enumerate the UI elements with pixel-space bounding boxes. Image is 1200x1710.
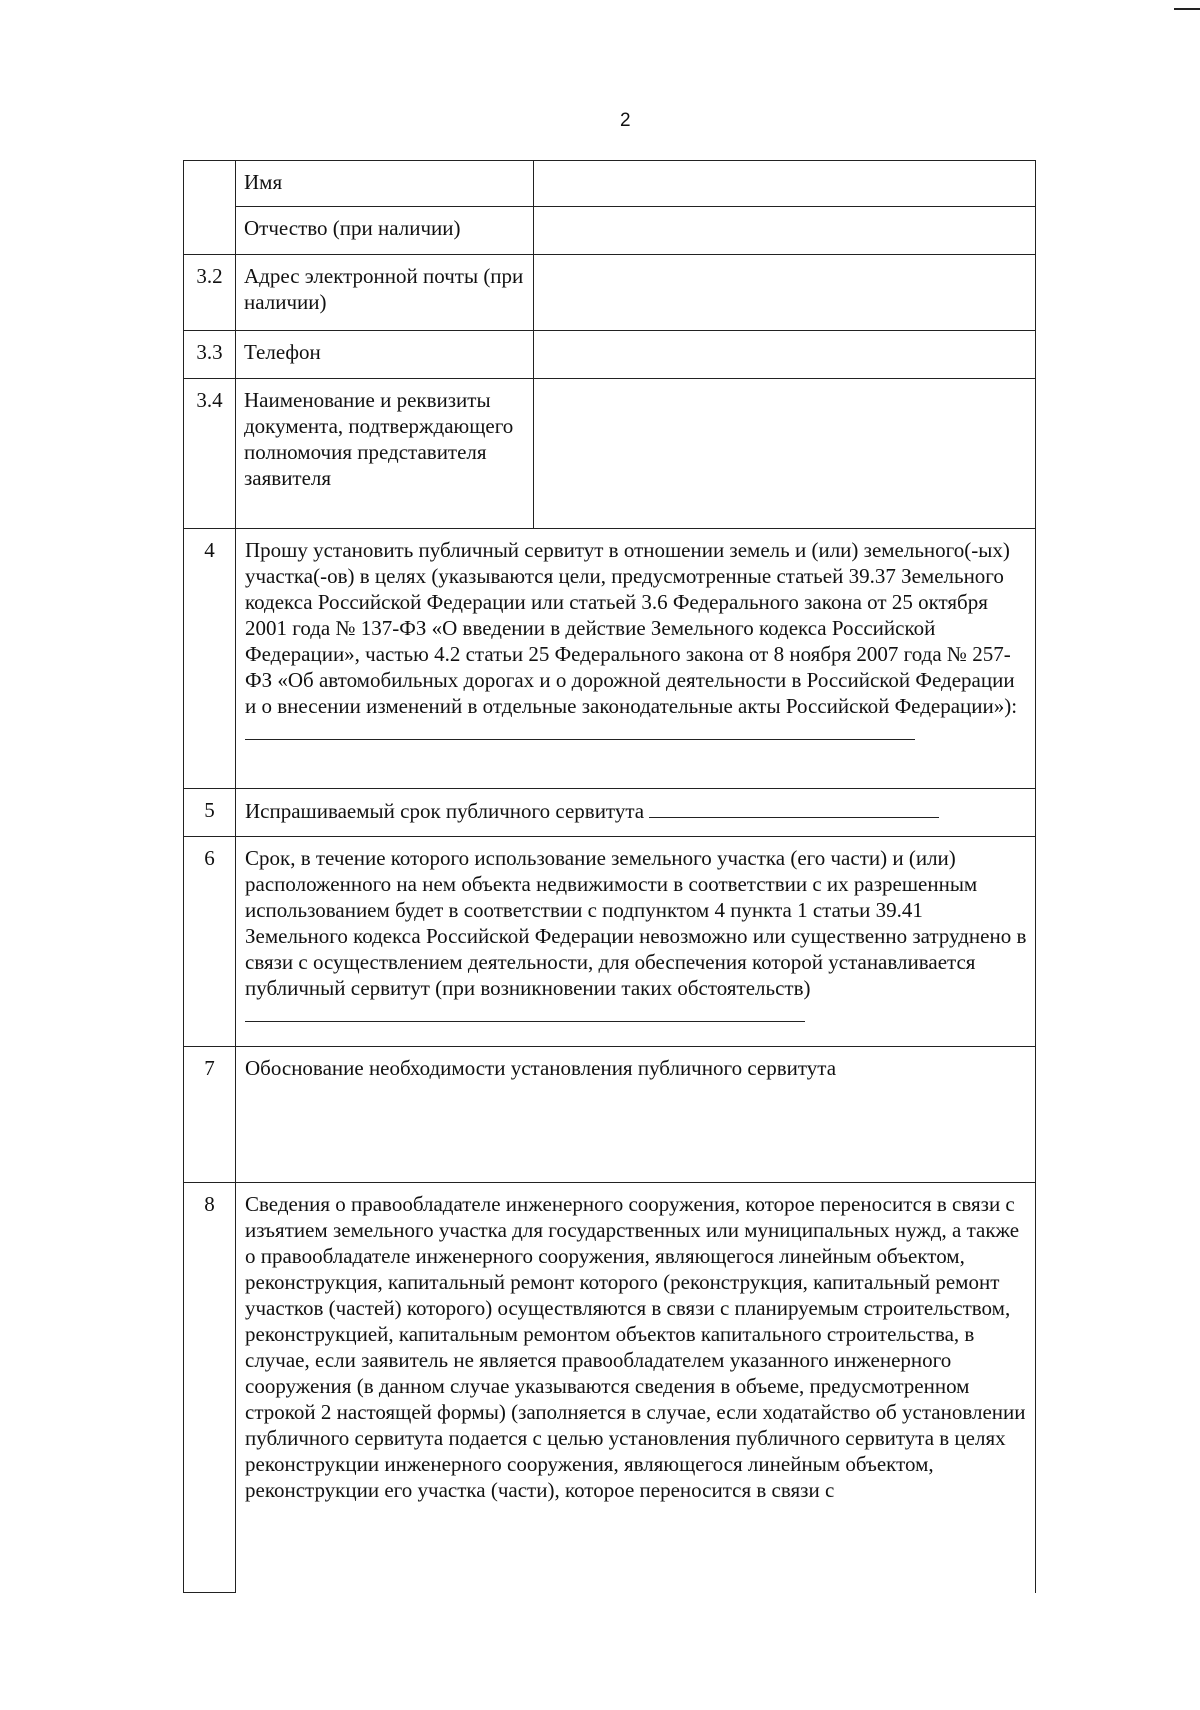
name-label: Имя xyxy=(236,161,534,207)
name-value-field[interactable] xyxy=(534,161,1036,207)
row-number: 8 xyxy=(184,1183,236,1593)
row-3-3 xyxy=(184,331,1036,379)
row-4 xyxy=(184,529,1036,789)
row-8 xyxy=(184,1183,1036,1593)
row-number: 6 xyxy=(184,837,236,1047)
application-form-table xyxy=(183,160,1036,1593)
servitude-purpose-fill-line[interactable] xyxy=(245,719,915,740)
row-3-4 xyxy=(184,379,1036,529)
requested-term-fill-line[interactable] xyxy=(649,797,939,818)
requested-term-text: Испрашиваемый срок публичного сервитута xyxy=(245,799,645,823)
row-number: 7 xyxy=(184,1047,236,1183)
row-number: 4 xyxy=(184,529,236,789)
restricted-use-term-cell xyxy=(236,837,1036,1047)
engineering-structure-owner-text: Сведения о правообладателе инженерного сооружения, которое переносится в связи с изъятием земельного участка для государственных или муниципальных нужд, а также о правообладателе инженерного сооружения, являющегося линейным объектом, реконструкция, капитальный ремонт которого (реконструкция, капитальный ремонт участков (частей) которого) осуществляются в связи с планируемым строительством, реконструкцией, капитальным ремонтом объектов капитального строительства, в случае, если заявитель не является правообладателем указанного инженерного сооружения (в данном случае указываются сведения в объеме, предусмотренном строкой 2 настоящей формы) (заполняется в случае, если ходатайство об установлении публичного сервитута подается с целью установления публичного сервитута в целях реконструкции инженерного сооружения, являющегося линейным объектом, реконструкции его участка (части), которое переносится в связи с xyxy=(245,1192,1026,1502)
representative-document-value-field[interactable] xyxy=(534,379,1036,529)
requested-term-cell xyxy=(236,789,1036,837)
representative-document-label: Наименование и реквизиты документа, подтверждающего полномочия представителя заявителя xyxy=(236,379,534,529)
justification-cell[interactable] xyxy=(236,1047,1036,1183)
row-number: 3.4 xyxy=(184,379,236,529)
row-number-empty xyxy=(184,161,236,207)
row-name xyxy=(184,161,1036,207)
row-7 xyxy=(184,1047,1036,1183)
engineering-structure-owner-cell xyxy=(236,1183,1036,1593)
row-number: 3.2 xyxy=(184,255,236,331)
justification-text: Обоснование необходимости установления публичного сервитута xyxy=(245,1056,837,1080)
row-patronymic xyxy=(184,207,1036,255)
email-label: Адрес электронной почты (при наличии) xyxy=(236,255,534,331)
restricted-use-term-text: Срок, в течение которого использование земельного участка (его части) и (или) расположенного на нем объекта недвижимости в соответствии с их разрешенным использованием будет в соответствии с подпунктом 4 пункта 1 статьи 39.41 Земельного кодекса Российской Федерации невозможно или существенно затруднено в связи с осуществлением деятельности, для обеспечения которой устанавливается публичный сервитут (при возникновении таких обстоятельств) xyxy=(245,846,1027,1000)
servitude-purpose-cell xyxy=(236,529,1036,789)
patronymic-value-field[interactable] xyxy=(534,207,1036,255)
email-value-field[interactable] xyxy=(534,255,1036,331)
row-5 xyxy=(184,789,1036,837)
patronymic-label: Отчество (при наличии) xyxy=(236,207,534,255)
restricted-use-term-fill-line[interactable] xyxy=(245,1001,805,1022)
row-number-empty xyxy=(184,207,236,255)
scan-corner-mark xyxy=(1174,8,1200,10)
row-number: 3.3 xyxy=(184,331,236,379)
row-number: 5 xyxy=(184,789,236,837)
phone-label: Телефон xyxy=(236,331,534,379)
servitude-purpose-text: Прошу установить публичный сервитут в отношении земель и (или) земельного(-ых) участка(-ов) в целях (указываются цели, предусмотренные статьей 39.37 Земельного кодекса Российской Федерации или статьей 3.6 Федерального закона от 25 октября 2001 года № 137-ФЗ «О введении в действие Земельного кодекса Российской Федерации», частью 4.2 статьи 25 Федерального закона от 8 ноября 2007 года № 257-ФЗ «Об автомобильных дорогах и о дорожной деятельности в Российской Федерации и о внесении изменений в отдельные законодательные акты Российской Федерации»): xyxy=(245,538,1018,718)
page-number: 2 xyxy=(620,110,631,131)
phone-value-field[interactable] xyxy=(534,331,1036,379)
row-3-2 xyxy=(184,255,1036,331)
row-6 xyxy=(184,837,1036,1047)
